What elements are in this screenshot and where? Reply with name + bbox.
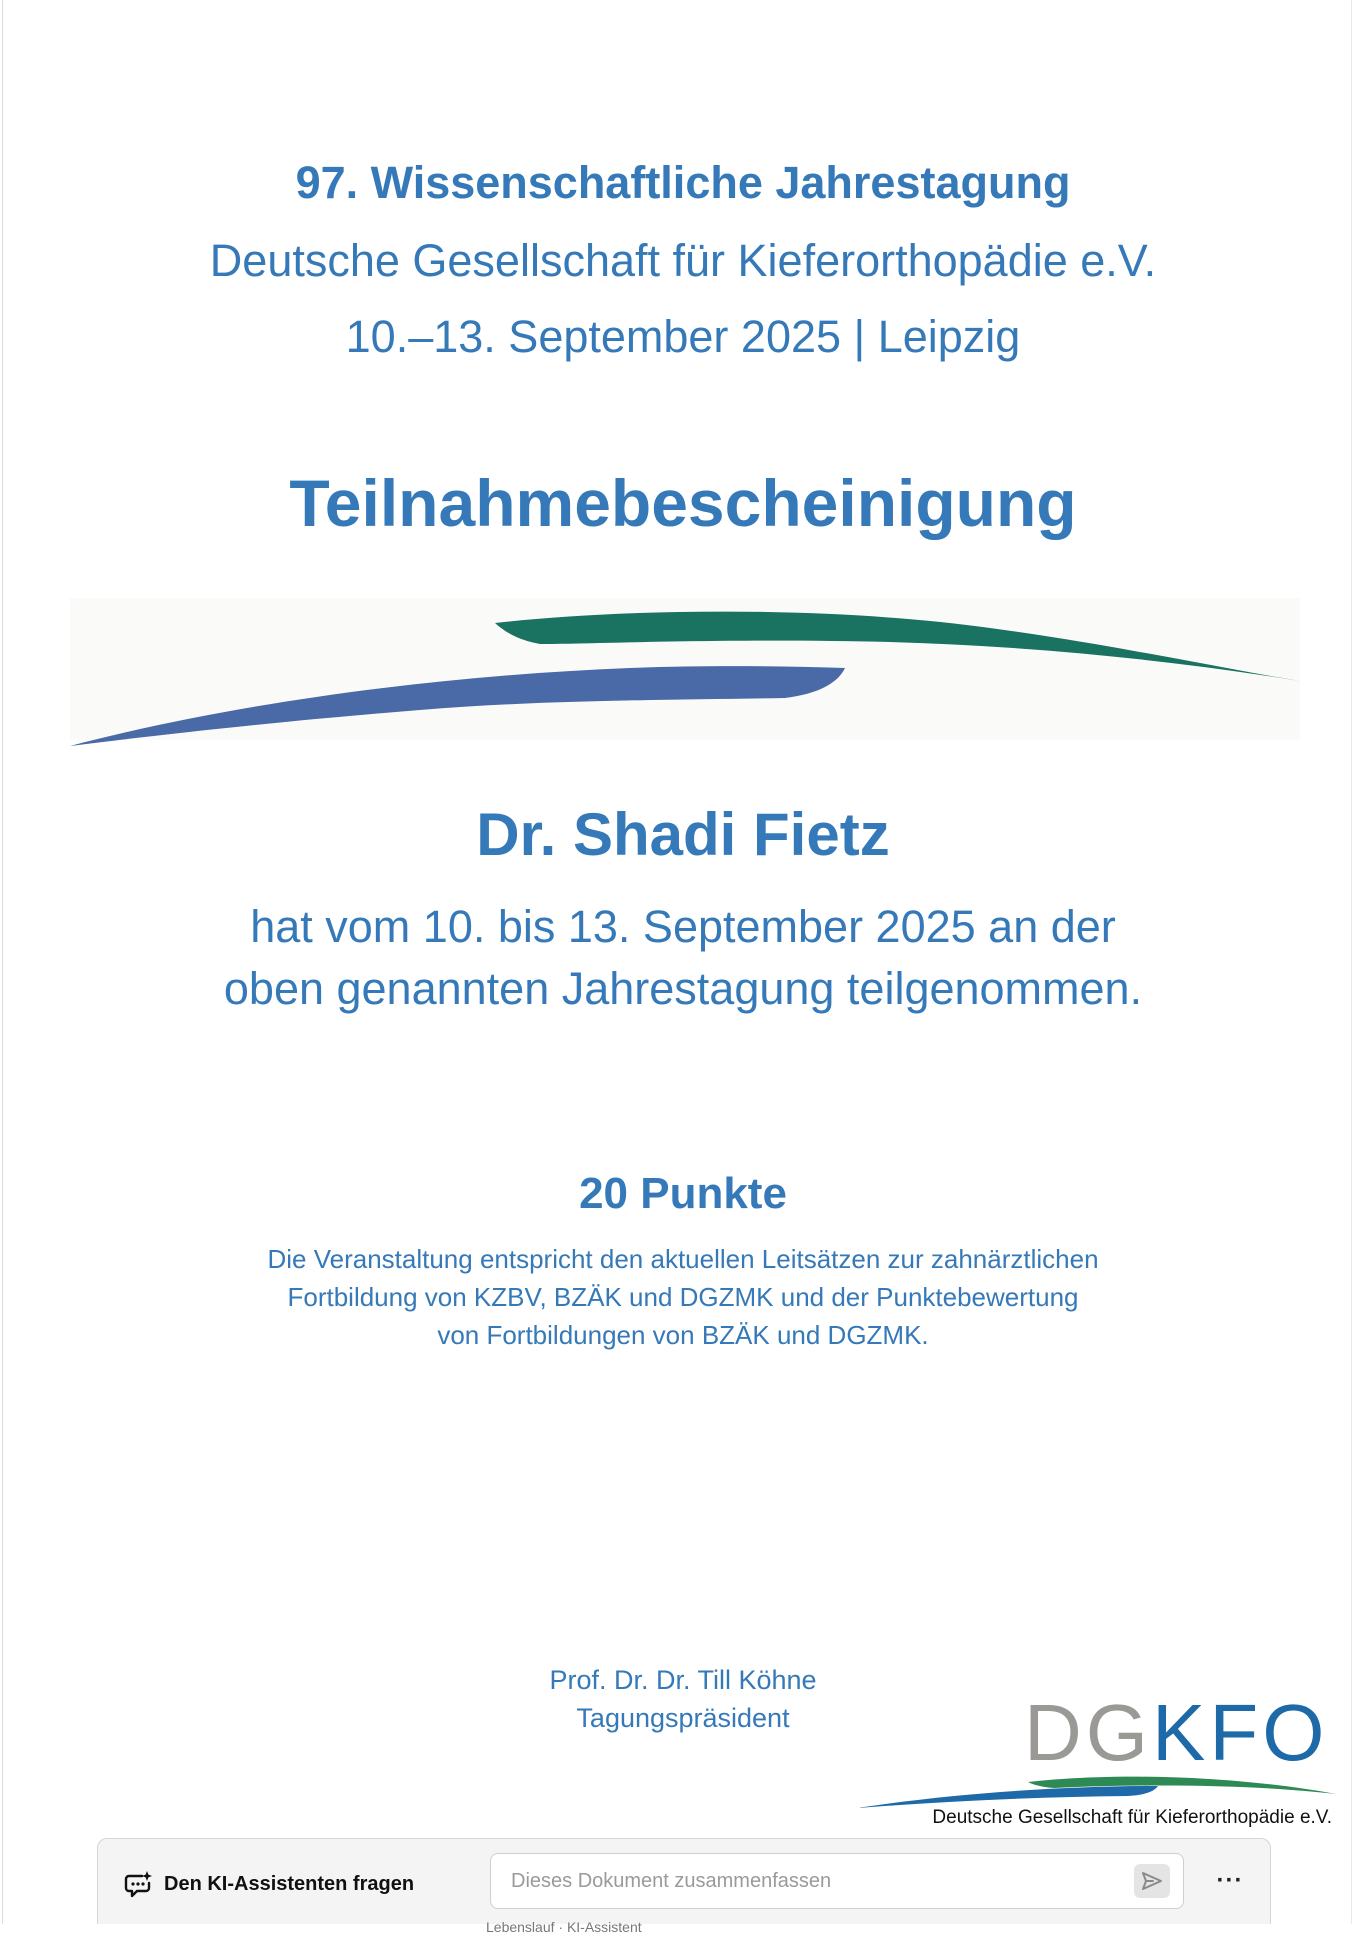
send-icon [1141, 1871, 1163, 1891]
more-options-button[interactable] [1210, 1861, 1250, 1901]
accreditation-note-line-3: von Fortbildungen von BZÄK und DGZMK. [437, 1320, 929, 1350]
ai-chat-sparkle-icon [124, 1869, 154, 1899]
more-options-icon: ··· [1216, 1867, 1244, 1894]
ai-assistant-label: Den KI-Assistenten fragen [164, 1872, 415, 1895]
participant-name: Dr. Shadi Fietz [476, 801, 890, 868]
ai-disclaimer: Lebenslauf · KI-Assistent [486, 1919, 642, 1935]
society-name: Deutsche Gesellschaft für Kieferorthopädie e.V. [209, 235, 1157, 286]
ai-assistant-label-group[interactable] [124, 1869, 414, 1899]
conference-title: 97. Wissenschaftliche Jahrestagung [295, 157, 1071, 208]
cme-points: 20 Punkte [579, 1169, 787, 1218]
accreditation-note-line-1: Die Veranstaltung entspricht den aktuellen Leitsätzen zur zahnärztlichen [267, 1244, 1099, 1274]
dgkfo-logo [858, 1690, 1336, 1840]
logo-wordmark [1024, 1690, 1328, 1776]
ai-prompt-input[interactable] [490, 1853, 1184, 1909]
ai-assistant-bar [97, 1838, 1271, 1935]
event-date-location: 10.–13. September 2025 | Leipzig [345, 311, 1021, 362]
logo-swoosh-blue [858, 1786, 1158, 1808]
certificate-title: Teilnahmebescheinigung [289, 466, 1077, 540]
logo-wordmark-dg: DG [1024, 1688, 1152, 1777]
decorative-swoosh [70, 598, 1300, 752]
attendance-statement-line-1: hat vom 10. bis 13. September 2025 an der [250, 901, 1116, 952]
logo-wordmark-kfo: KFO [1152, 1688, 1329, 1777]
signatory-role: Tagungspräsident [576, 1703, 790, 1733]
attendance-statement-line-2: oben genannten Jahrestagung teilgenommen. [223, 963, 1143, 1014]
logo-swoosh [858, 1772, 1336, 1810]
signatory-name: Prof. Dr. Dr. Till Köhne [549, 1665, 817, 1695]
logo-caption: Deutsche Gesellschaft für Kieferorthopädie e.V. [932, 1807, 1332, 1828]
accreditation-note-line-2: Fortbildung von KZBV, BZÄK und DGZMK und der Punktebewertung [287, 1282, 1079, 1312]
send-button[interactable] [1134, 1864, 1170, 1898]
